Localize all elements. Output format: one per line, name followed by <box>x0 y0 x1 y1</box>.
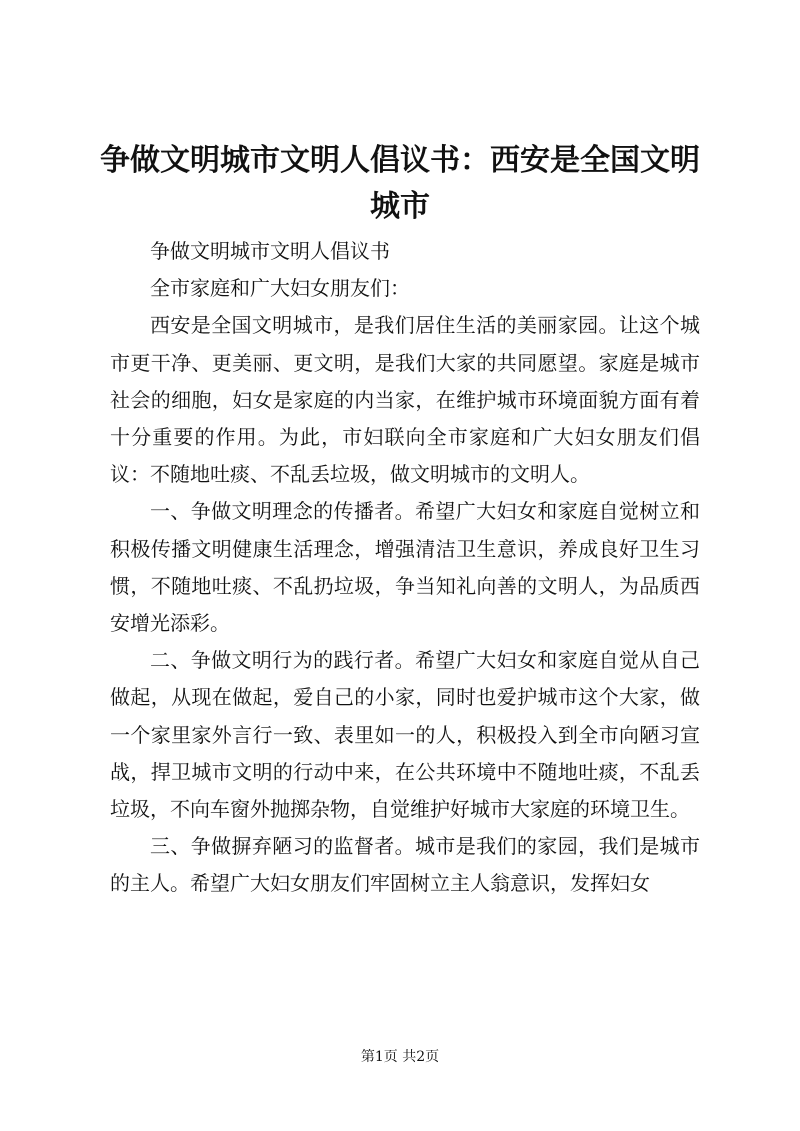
document-body <box>110 233 700 903</box>
paragraph-item-3: 三、争做摒弃陋习的监督者。城市是我们的家园，我们是城市的主人。希望广大妇女朋友们牢固树立主人翁意识，发挥妇女 <box>110 834 700 896</box>
paragraph-item-2: 二、争做文明行为的践行者。希望广大妇女和家庭自觉从自己做起，从现在做起，爱自己的小家，同时也爱护城市这个大家，做一个家里家外言行一致、表里如一的人，积极投入到全市向陋习宣战，捍卫城市文明的行动中来，在公共环境中不随地吐痰，不乱丢垃圾，不向车窗外抛掷杂物，自觉维护好城市大家庭的环境卫生。 <box>110 648 700 822</box>
paragraph-heading: 争做文明城市文明人倡议书 <box>150 239 390 263</box>
document-title: 争做文明城市文明人倡议书：西安是全国文明城市 <box>100 143 700 224</box>
paragraph-item-1: 一、争做文明理念的传播者。希望广大妇女和家庭自觉树立和积极传播文明健康生活理念，增强清洁卫生意识，养成良好卫生习惯，不随地吐痰、不乱扔垃圾，争当知礼向善的文明人，为品质西安增光添彩。 <box>110 499 700 636</box>
page-number-footer: 第1页 共2页 <box>360 1049 440 1065</box>
paragraph-salutation: 全市家庭和广大妇女朋友们： <box>150 276 410 301</box>
paragraph-intro: 西安是全国文明城市，是我们居住生活的美丽家园。让这个城市更干净、更美丽、更文明，是我们大家的共同愿望。家庭是城市社会的细胞，妇女是家庭的内当家，在维护城市环境面貌方面有着十分重要的作用。为此，市妇联向全市家庭和广大妇女朋友们倡议：不随地吐痰、不乱丢垃圾，做文明城市的文明人。 <box>110 313 700 487</box>
